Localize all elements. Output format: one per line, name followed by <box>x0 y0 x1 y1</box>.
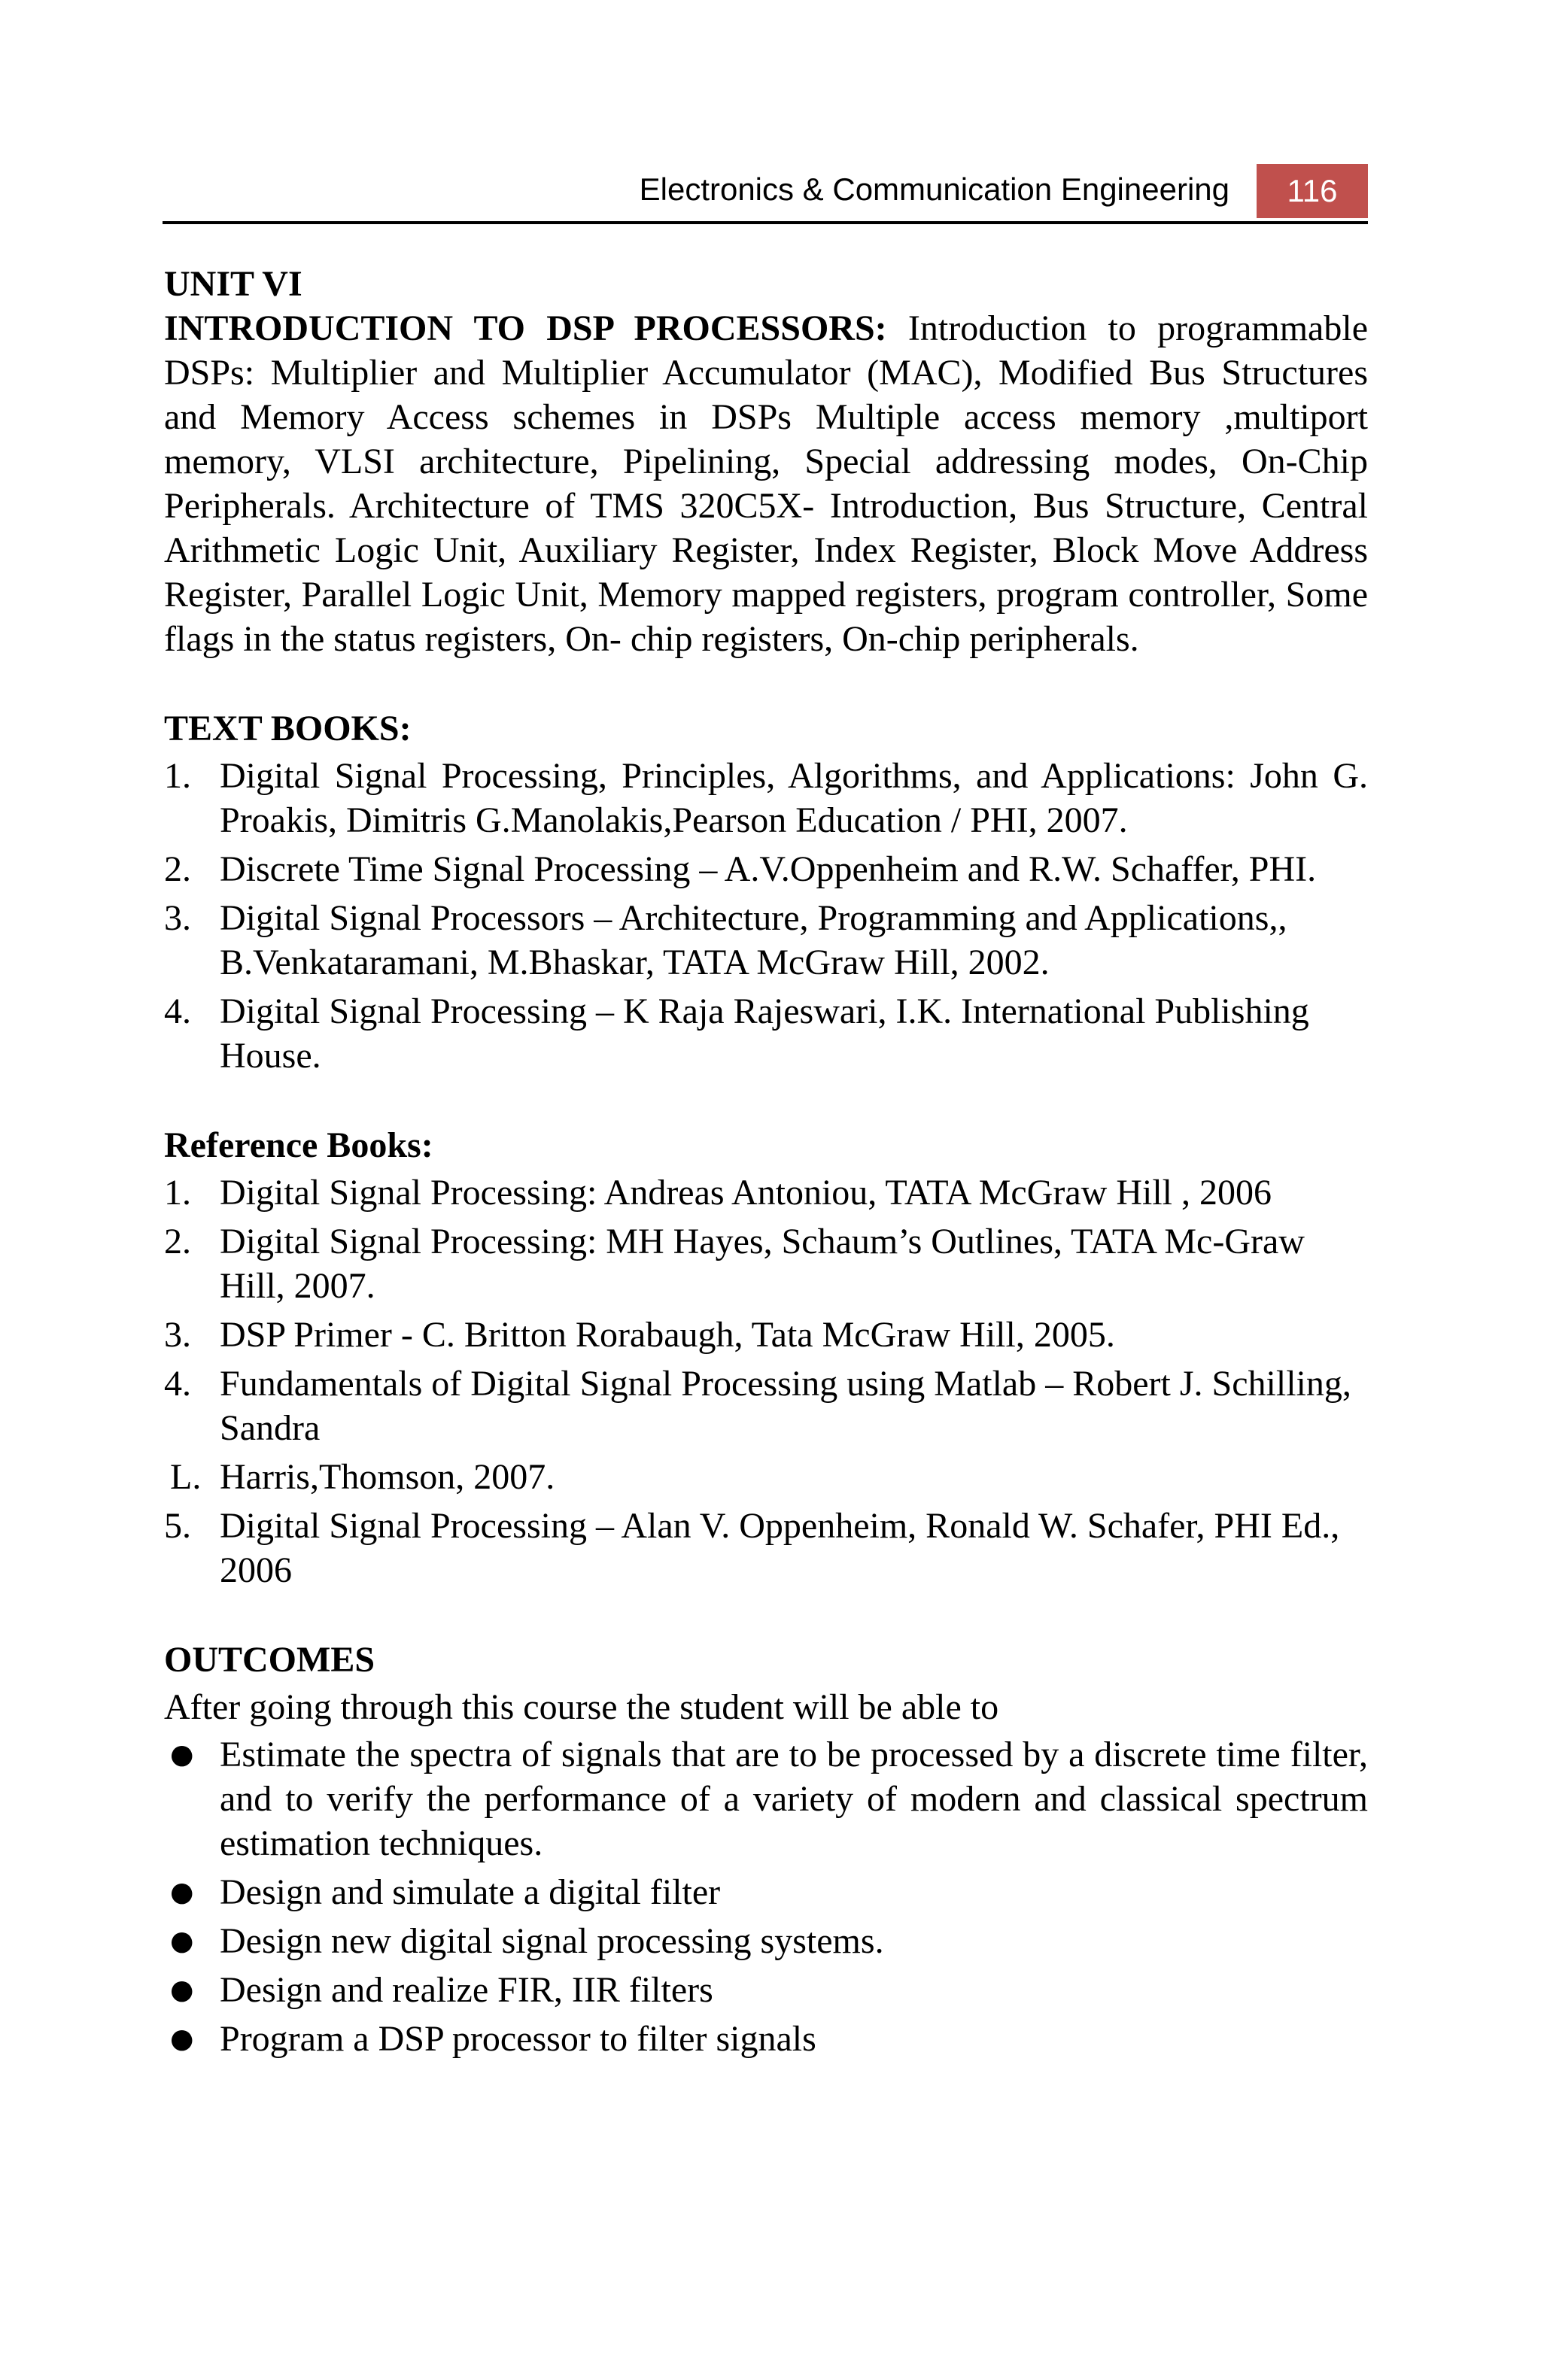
list-item <box>164 1870 1368 1914</box>
bullet-icon: ● <box>170 1739 194 1770</box>
outcomes-intro: After going through this course the student will be able to <box>164 1687 999 1727</box>
list-marker: L. <box>170 1457 202 1497</box>
list-item <box>164 847 1368 891</box>
outcomes-heading: OUTCOMES <box>164 1640 375 1680</box>
unit-description <box>164 306 1368 661</box>
reference-books-list <box>164 1170 1368 1592</box>
list-item <box>164 1362 1368 1450</box>
list-item <box>164 989 1368 1078</box>
list-item <box>164 1919 1368 1963</box>
list-item <box>164 1455 1368 1499</box>
list-item-text: Program a DSP processor to filter signals <box>220 2019 816 2059</box>
text-books-heading: TEXT BOOKS: <box>164 709 412 748</box>
unit-body-text: Introduction to programmable DSPs: Multiplier and Multiplier Accumulator (MAC), Modified Bus Structures and Memory Access schemes in DSPs Multiple access memory ,multiport memory, VLSI architecture, Pipelining, Special addressing modes, On-Chip Peripherals. Architecture of TMS 320C5X- Introduction, Bus Structure, Central Arithmetic Logic Unit, Auxiliary Register, Index Register, Block Move Address Register, Parallel Logic Unit, Memory mapped registers, program controller, Some flags in the status registers, On- chip registers, On-chip peripherals. <box>164 308 1369 659</box>
list-item <box>164 754 1368 842</box>
text-books-list <box>164 754 1368 1078</box>
list-item-text: Digital Signal Processing: MH Hayes, Schaum’s Outlines, TATA Mc-Graw Hill, 2007. <box>220 1222 1305 1306</box>
list-item-text: Digital Signal Processing, Principles, Algorithms, and Applications: John G. Proakis, Dimitris G.Manolakis,Pearson Education / PHI, 2007. <box>220 756 1368 840</box>
bullet-icon: ● <box>170 1926 194 1957</box>
list-item <box>164 1968 1368 2012</box>
list-item-text: DSP Primer - C. Britton Rorabaugh, Tata McGraw Hill, 2005. <box>220 1315 1115 1355</box>
list-marker: 2. <box>164 849 191 889</box>
list-item-text: Digital Signal Processors – Architecture, Programming and Applications,, B.Venkataramani, M.Bhaskar, TATA McGraw Hill, 2002. <box>220 898 1287 982</box>
bullet-icon: ● <box>170 1975 194 2005</box>
list-marker: 3. <box>164 1315 191 1355</box>
page-header <box>163 158 1368 224</box>
list-marker: 4. <box>164 991 191 1031</box>
list-item-text: Discrete Time Signal Processing – A.V.Oppenheim and R.W. Schaffer, PHI. <box>220 849 1317 889</box>
list-marker: 2. <box>164 1222 191 1261</box>
page-number: 116 <box>1257 164 1368 218</box>
list-marker: 1. <box>164 756 191 796</box>
list-item-text: Fundamentals of Digital Signal Processing using Matlab – Robert J. Schilling, Sandra <box>220 1364 1351 1448</box>
bullet-icon: ● <box>170 1877 194 1908</box>
list-item <box>164 1732 1368 1865</box>
unit-heading: INTRODUCTION TO DSP PROCESSORS: <box>164 308 887 348</box>
list-item-text: Digital Signal Processing – Alan V. Oppenheim, Ronald W. Schafer, PHI Ed., 2006 <box>220 1506 1340 1590</box>
list-item-text: Design and realize FIR, IIR filters <box>220 1970 713 2010</box>
list-item <box>164 896 1368 985</box>
unit-title: UNIT VI <box>164 264 302 304</box>
running-title: Electronics & Communication Engineering <box>639 172 1229 207</box>
list-item <box>164 1504 1368 1592</box>
list-item-text: Harris,Thomson, 2007. <box>220 1457 555 1497</box>
list-item-text: Design new digital signal processing systems. <box>220 1921 884 1961</box>
bullet-icon: ● <box>170 2023 194 2054</box>
list-item <box>164 1219 1368 1308</box>
list-item <box>164 2017 1368 2061</box>
list-marker: 4. <box>164 1364 191 1404</box>
list-item <box>164 1313 1368 1357</box>
list-marker: 1. <box>164 1173 191 1213</box>
page-content <box>164 262 1368 2066</box>
reference-books-heading: Reference Books: <box>164 1125 433 1165</box>
list-item-text: Design and simulate a digital filter <box>220 1872 721 1912</box>
list-item-text: Digital Signal Processing – K Raja Rajeswari, I.K. International Publishing House. <box>220 991 1309 1076</box>
list-marker: 5. <box>164 1506 191 1546</box>
list-item-text: Estimate the spectra of signals that are to be processed by a discrete time filter, and to verify the performance of a variety of modern and classical spectrum estimation techniques. <box>220 1735 1368 1863</box>
list-marker: 3. <box>164 898 191 938</box>
outcomes-list <box>164 1732 1368 2061</box>
list-item-text: Digital Signal Processing: Andreas Antoniou, TATA McGraw Hill , 2006 <box>220 1173 1272 1213</box>
list-item <box>164 1170 1368 1215</box>
